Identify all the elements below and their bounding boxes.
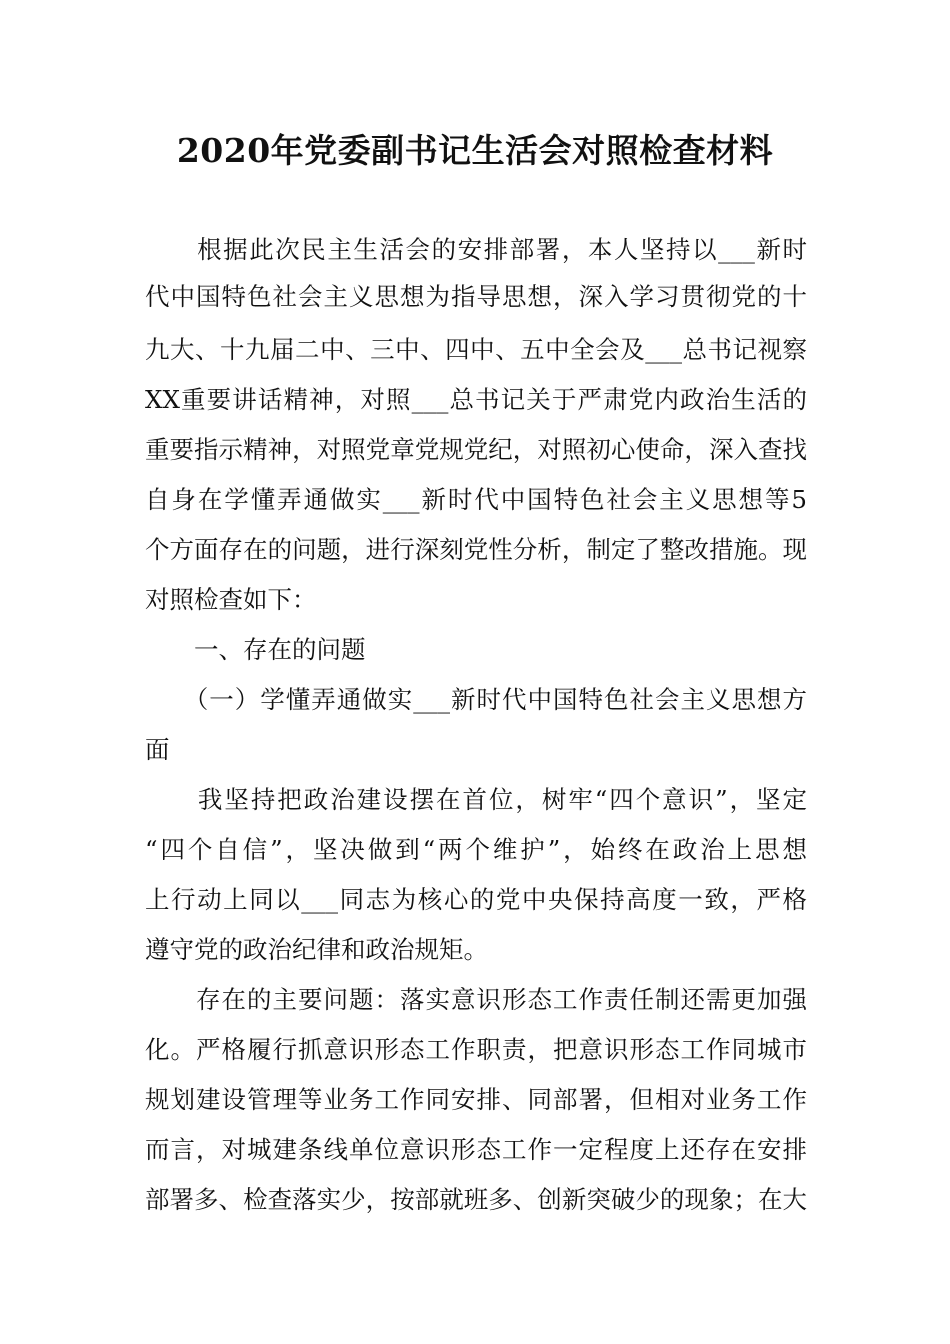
body-line: 而言，对城建条线单位意识形态工作一定程度上还存在安排 (145, 1135, 807, 1164)
body-line: 部署多、检查落实少，按部就班多、创新突破少的现象；在大 (145, 1185, 807, 1214)
body-line: 九大、十九届二中、三中、四中、五中全会及___总书记视察 (145, 335, 807, 364)
body-line: 自身在学懂弄通做实___新时代中国特色社会主义思想等5 (145, 485, 807, 514)
document-title: 2020年党委副书记生活会对照检查材料 (176, 131, 774, 170)
body-line: 个方面存在的问题，进行深刻党性分析，制定了整改措施。现 (145, 535, 807, 564)
body-line: 规划建设管理等业务工作同安排、同部署，但相对业务工作 (145, 1085, 807, 1114)
body-line: 根据此次民主生活会的安排部署，本人坚持以___新时 (145, 235, 807, 264)
body-line: XX重要讲话精神，对照___总书记关于严肃党内政治生活的 (145, 385, 807, 414)
body-line: 存在的主要问题：落实意识形态工作责任制还需更加强 (145, 985, 807, 1014)
subsection-heading: （一）学懂弄通做实___新时代中国特色社会主义思想方 (145, 685, 807, 714)
body-line: 上行动上同以___同志为核心的党中央保持高度一致，严格 (145, 885, 807, 914)
section-heading: 一、存在的问题 (145, 635, 366, 664)
body-line: 对照检查如下： (145, 585, 317, 614)
subsection-heading-cont: 面 (145, 735, 170, 764)
body-line: 我坚持把政治建设摆在首位，树牢“四个意识”，坚定 (145, 785, 807, 814)
body-line: 重要指示精神，对照党章党规党纪，对照初心使命，深入查找 (145, 435, 807, 464)
body-line: “四个自信”，坚决做到“两个维护”，始终在政治上思想 (145, 835, 807, 864)
body-line: 化。严格履行抓意识形态工作职责，把意识形态工作同城市 (145, 1035, 807, 1064)
body-line: 遵守党的政治纪律和政治规矩。 (145, 935, 488, 964)
body-line: 代中国特色社会主义思想为指导思想，深入学习贯彻党的十 (145, 282, 807, 311)
